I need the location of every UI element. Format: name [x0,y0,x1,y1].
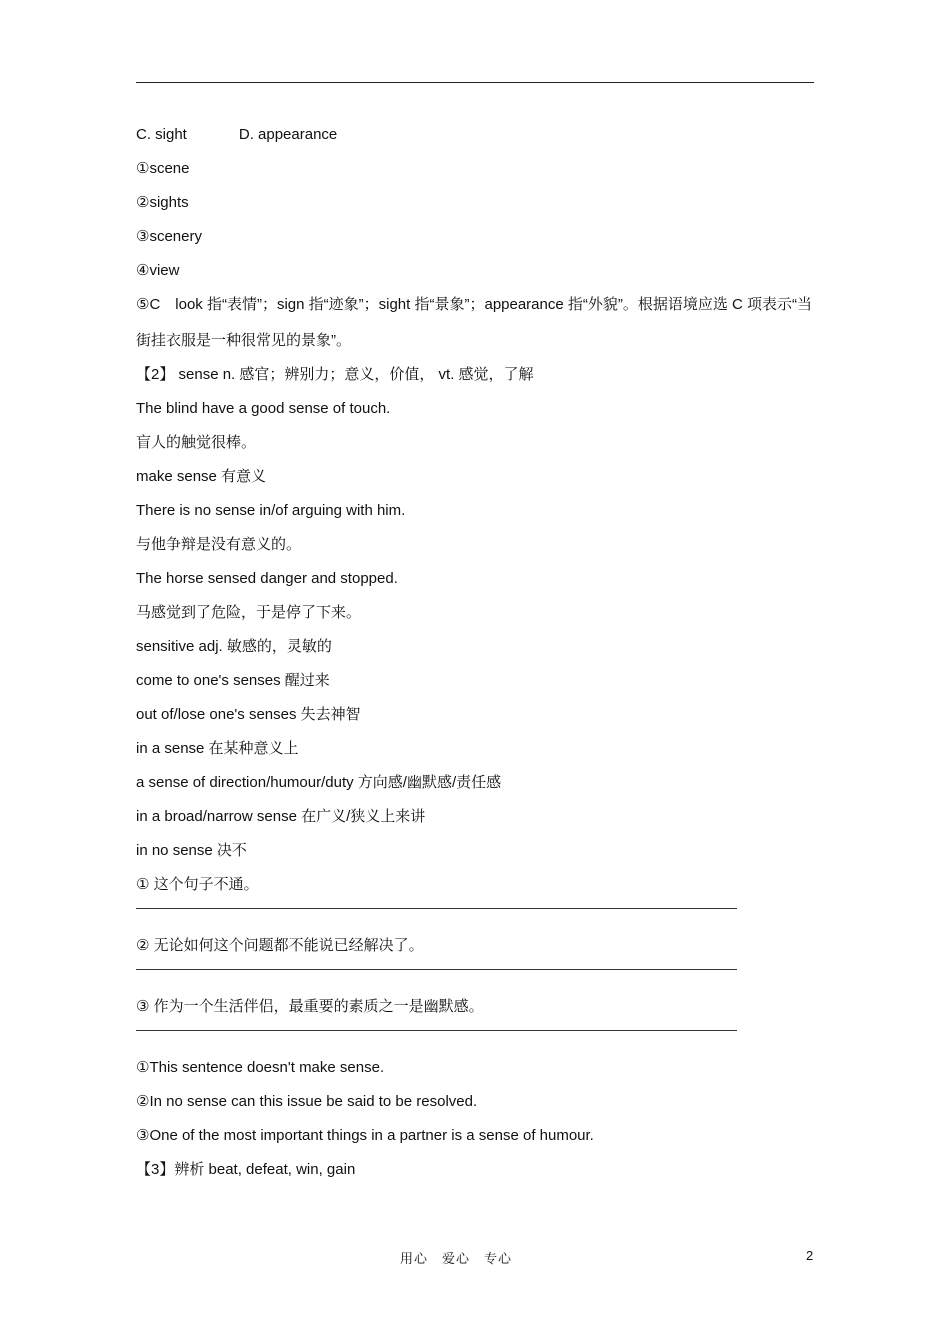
answer-blank-3[interactable] [136,1030,737,1031]
answer-2: ②sights [136,194,189,211]
phrase-item: in a sense 在某种意义上 [136,740,299,757]
section-3-heading: 【3】辨析 beat, defeat, win, gain [136,1161,356,1178]
option-d: D. appearance [238,126,338,143]
page-number: 2 [806,1248,814,1263]
answer-1: ①scene [136,160,190,177]
footer-motto: 用心 爱心 专心 [400,1251,513,1266]
phrase-item: in a broad/narrow sense 在广义/狭义上来讲 [136,808,426,825]
phrase-item: out of/lose one's senses 失去神智 [136,706,361,723]
answer-5-explanation: ⑤C look 指“表情”；sign 指“迹象”；sight 指“景象”；appearance 指“外貌”。根据语境应选 C 项表示“当街挂衣服是一种很常见的景象”。 [136,296,813,349]
key-2: ②In no sense can this issue be said to be resolved. [136,1093,478,1110]
example-sentence: The blind have a good sense of touch. [136,400,391,417]
phrase-item: a sense of direction/humour/duty 方向感/幽默感/责任感 [136,774,502,791]
page-content [136,124,816,1193]
option-c: C. sight [136,126,187,143]
example-translation: 与他争辩是没有意义的。 [136,536,302,553]
example-sentence: The horse sensed danger and stopped. [136,570,398,587]
exercise-2: ② 无论如何这个问题都不能说已经解决了。 [136,937,424,954]
phrase-item: in no sense 决不 [136,842,247,859]
phrase-item: come to one's senses 醒过来 [136,672,330,689]
phrase-item: sensitive adj. 敏感的，灵敏的 [136,638,332,655]
key-3: ③One of the most important things in a partner is a sense of humour. [136,1127,594,1144]
header-rule [136,82,814,83]
answer-blank-2[interactable] [136,969,737,970]
option-line [136,124,816,146]
exercise-3: ③ 作为一个生活伴侣，最重要的素质之一是幽默感。 [136,998,484,1015]
answer-3: ③scenery [136,228,202,245]
answer-blank-1[interactable] [136,908,737,909]
key-1: ①This sentence doesn't make sense. [136,1059,385,1076]
example-sentence: There is no sense in/of arguing with him. [136,502,406,519]
example-translation: 马感觉到了危险，于是停了下来。 [136,604,362,621]
answer-4: ④view [136,262,180,279]
phrase-item: make sense 有意义 [136,468,267,485]
exercise-1: ① 这个句子不通。 [136,876,259,893]
section-2-heading: 【2】 sense n. 感官；辨别力；意义，价值， vt. 感觉，了解 [136,366,534,383]
example-translation: 盲人的触觉很棒。 [136,434,257,451]
